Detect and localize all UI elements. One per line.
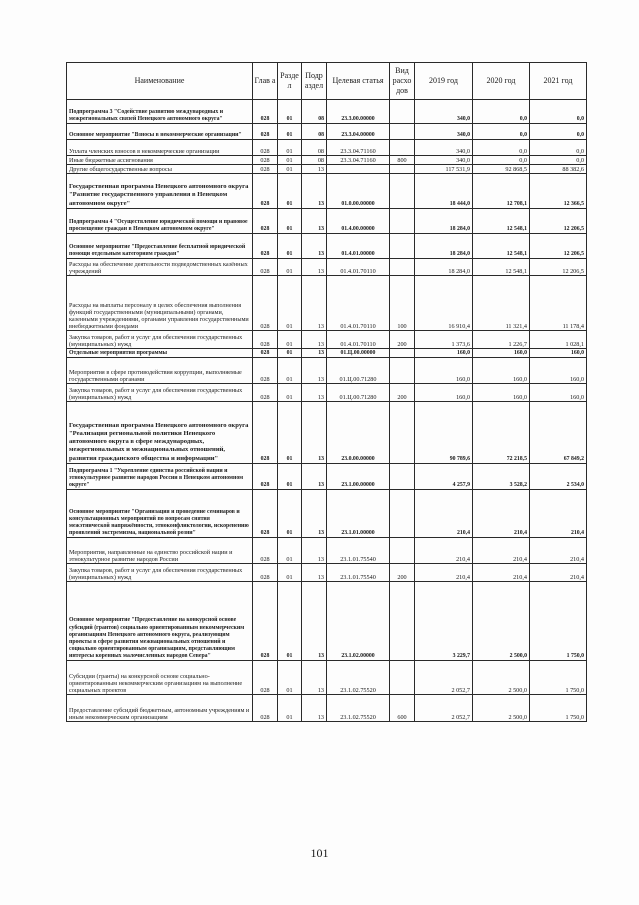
cell-podrazdel: 13 <box>302 331 327 349</box>
cell-2021: 210,4 <box>530 538 587 564</box>
cell-statya: 23.1.02.00000 <box>327 582 390 661</box>
header-2021: 2021 год <box>530 63 587 100</box>
cell-statya: 01.4.01.00000 <box>327 234 390 259</box>
header-razdel: Разде л <box>278 63 302 100</box>
cell-name: Основное мероприятие "Взносы в некоммерческие организации" <box>67 124 253 140</box>
cell-2021: 1 750,0 <box>530 695 587 722</box>
cell-razdel: 01 <box>278 582 302 661</box>
cell-glava: 028 <box>253 402 278 464</box>
cell-2020: 0,0 <box>473 140 530 156</box>
cell-podrazdel: 08 <box>302 100 327 124</box>
cell-razdel: 01 <box>278 384 302 402</box>
cell-glava: 028 <box>253 156 278 165</box>
cell-name: Основное мероприятие "Организация и проведение семинаров и консультационных мероприятий по вопросам снятия межэтнической напряжённости, этноконфликтологии, искоренению проявлений экстремизма, национальной розни" <box>67 490 253 538</box>
table-row <box>67 464 587 490</box>
cell-2019: 210,4 <box>415 538 473 564</box>
cell-vid <box>390 124 415 140</box>
cell-2019: 160,0 <box>415 349 473 358</box>
cell-2021: 0,0 <box>530 100 587 124</box>
table-header-row <box>67 63 587 100</box>
cell-name: Уплата членских взносов в некоммерческие организации <box>67 140 253 156</box>
cell-2021: 160,0 <box>530 349 587 358</box>
cell-2021: 160,0 <box>530 384 587 402</box>
cell-2021: 160,0 <box>530 358 587 384</box>
table-row <box>67 358 587 384</box>
cell-2019: 340,0 <box>415 124 473 140</box>
cell-podrazdel: 13 <box>302 402 327 464</box>
cell-vid: 200 <box>390 564 415 582</box>
header-name: Наименование <box>67 63 253 100</box>
cell-podrazdel: 13 <box>302 358 327 384</box>
cell-podrazdel: 13 <box>302 564 327 582</box>
cell-razdel: 01 <box>278 234 302 259</box>
cell-vid: 200 <box>390 331 415 349</box>
cell-razdel: 01 <box>278 100 302 124</box>
cell-glava: 028 <box>253 140 278 156</box>
header-glava: Глав а <box>253 63 278 100</box>
cell-razdel: 01 <box>278 402 302 464</box>
cell-podrazdel: 13 <box>302 165 327 174</box>
cell-name: Предоставление субсидий бюджетным, автономным учреждениям и иным некоммерческим организациям <box>67 695 253 722</box>
cell-razdel: 01 <box>278 464 302 490</box>
cell-2020: 0,0 <box>473 124 530 140</box>
cell-2019: 18 284,0 <box>415 259 473 276</box>
cell-name: Основное мероприятие "Предоставление на конкурсной основе субсидий (грантов) социально ориентированным некоммерческим организациям Ненецкого автономного округа, реализующим проекты в сфере развития межнациональных отношений и социально ориентированным организациям, представляющим интересы коренных малочисленных народов Севера" <box>67 582 253 661</box>
cell-vid <box>390 661 415 695</box>
table-row <box>67 234 587 259</box>
cell-glava: 028 <box>253 124 278 140</box>
cell-2019: 4 257,9 <box>415 464 473 490</box>
cell-name: Мероприятия, направленные на единство российской нации и этнокультурное развитие народов России <box>67 538 253 564</box>
cell-2021: 1 028,1 <box>530 331 587 349</box>
cell-statya: 01.0.00.00000 <box>327 174 390 209</box>
cell-vid: 100 <box>390 276 415 331</box>
cell-podrazdel: 08 <box>302 140 327 156</box>
cell-2019: 340,0 <box>415 156 473 165</box>
cell-name: Закупка товаров, работ и услуг для обеспечения государственных (муниципальных) нужд <box>67 331 253 349</box>
cell-vid <box>390 582 415 661</box>
cell-2021: 11 178,4 <box>530 276 587 331</box>
cell-2020: 160,0 <box>473 384 530 402</box>
cell-podrazdel: 13 <box>302 582 327 661</box>
cell-razdel: 01 <box>278 259 302 276</box>
cell-podrazdel: 13 <box>302 209 327 234</box>
cell-name: Расходы на обеспечение деятельности подведомственных казённых учреждений <box>67 259 253 276</box>
cell-name: Закупка товаров, работ и услуг для обеспечения государственных (муниципальных) нужд <box>67 384 253 402</box>
cell-podrazdel: 13 <box>302 276 327 331</box>
cell-razdel: 01 <box>278 349 302 358</box>
cell-name: Иные бюджетные ассигнования <box>67 156 253 165</box>
cell-2021: 0,0 <box>530 156 587 165</box>
cell-glava: 028 <box>253 165 278 174</box>
cell-name: Расходы на выплаты персоналу в целях обеспечения выполнения функций государственными (муниципальными) органами, казенными учреждениями, органами управления государственными внебюджетными фондами <box>67 276 253 331</box>
cell-glava: 028 <box>253 349 278 358</box>
table-body <box>67 100 587 722</box>
cell-razdel: 01 <box>278 165 302 174</box>
cell-glava: 028 <box>253 234 278 259</box>
cell-2021: 1 750,0 <box>530 661 587 695</box>
cell-2019: 3 229,7 <box>415 582 473 661</box>
cell-name: Закупка товаров, работ и услуг для обеспечения государственных (муниципальных) нужд <box>67 564 253 582</box>
cell-razdel: 01 <box>278 695 302 722</box>
cell-statya: 23.0.00.00000 <box>327 402 390 464</box>
table-row <box>67 538 587 564</box>
cell-2020: 2 500,0 <box>473 661 530 695</box>
cell-statya: 23.1.01.75540 <box>327 564 390 582</box>
cell-statya: 23.1.00.00000 <box>327 464 390 490</box>
table-row <box>67 661 587 695</box>
cell-2021: 12 206,5 <box>530 259 587 276</box>
cell-glava: 028 <box>253 276 278 331</box>
cell-vid <box>390 259 415 276</box>
cell-2020: 210,4 <box>473 538 530 564</box>
cell-2021: 88 382,6 <box>530 165 587 174</box>
cell-vid <box>390 464 415 490</box>
cell-razdel: 01 <box>278 209 302 234</box>
cell-razdel: 01 <box>278 124 302 140</box>
cell-razdel: 01 <box>278 140 302 156</box>
cell-2020: 2 500,0 <box>473 582 530 661</box>
cell-name: Государственная программа Ненецкого автономного округа "Реализация региональной политики Ненецкого автономного округа в сфере международных, межрегиональных и межнациональных отношений, развития гражданского общества и информации" <box>67 402 253 464</box>
cell-vid <box>390 538 415 564</box>
cell-glava: 028 <box>253 564 278 582</box>
cell-statya: 01.Ц.00.71280 <box>327 384 390 402</box>
cell-podrazdel: 13 <box>302 464 327 490</box>
table-row <box>67 156 587 165</box>
table-row <box>67 100 587 124</box>
table-row <box>67 124 587 140</box>
cell-vid <box>390 209 415 234</box>
cell-vid <box>390 358 415 384</box>
cell-2019: 18 284,0 <box>415 209 473 234</box>
cell-statya: 01.4.00.00000 <box>327 209 390 234</box>
cell-razdel: 01 <box>278 174 302 209</box>
cell-glava: 028 <box>253 384 278 402</box>
page-number: 101 <box>310 846 329 860</box>
header-podrazdel: Подр аздел <box>302 63 327 100</box>
cell-2019: 2 052,7 <box>415 695 473 722</box>
cell-name: Мероприятия в сфере противодействия коррупции, выполняемые государственными органами <box>67 358 253 384</box>
cell-2019: 117 531,9 <box>415 165 473 174</box>
cell-2021: 1 750,0 <box>530 582 587 661</box>
table-row <box>67 276 587 331</box>
cell-2019: 18 444,0 <box>415 174 473 209</box>
cell-name: Основное мероприятие "Предоставление бесплатной юридической помощи отдельным категориям граждан" <box>67 234 253 259</box>
cell-statya: 23.1.02.75520 <box>327 695 390 722</box>
cell-2020: 11 321,4 <box>473 276 530 331</box>
cell-2020: 210,4 <box>473 490 530 538</box>
cell-razdel: 01 <box>278 661 302 695</box>
cell-vid <box>390 234 415 259</box>
cell-name: Другие общегосударственные вопросы <box>67 165 253 174</box>
cell-2020: 1 226,7 <box>473 331 530 349</box>
cell-vid: 200 <box>390 384 415 402</box>
header-statya: Целевая статья <box>327 63 390 100</box>
table-row <box>67 209 587 234</box>
cell-statya: 23.1.01.75540 <box>327 538 390 564</box>
cell-2020: 2 500,0 <box>473 695 530 722</box>
budget-table <box>66 62 587 722</box>
cell-glava: 028 <box>253 174 278 209</box>
cell-2021: 210,4 <box>530 564 587 582</box>
cell-name: Подпрограмма 1 "Укрепление единства российской нации и этнокультурное развитие народов России в Ненецком автономном округе" <box>67 464 253 490</box>
cell-statya: 23.3.04.71160 <box>327 140 390 156</box>
cell-vid: 600 <box>390 695 415 722</box>
table-row <box>67 259 587 276</box>
cell-statya: 23.3.00.00000 <box>327 100 390 124</box>
cell-podrazdel: 08 <box>302 156 327 165</box>
cell-glava: 028 <box>253 582 278 661</box>
cell-2019: 210,4 <box>415 490 473 538</box>
cell-name: Подпрограмма 3 "Содействие развитию международных и межрегиональных связей Ненецкого автономного округа" <box>67 100 253 124</box>
cell-name: Субсидии (гранты) на конкурсной основе социально-ориентированным некоммерческим организациям на выполнение социальных проектов <box>67 661 253 695</box>
table-row <box>67 165 587 174</box>
cell-2020: 12 548,1 <box>473 209 530 234</box>
cell-razdel: 01 <box>278 564 302 582</box>
cell-statya: 01.4.01.70110 <box>327 331 390 349</box>
cell-2020: 92 868,5 <box>473 165 530 174</box>
cell-razdel: 01 <box>278 156 302 165</box>
table-row <box>67 490 587 538</box>
cell-2019: 18 284,0 <box>415 234 473 259</box>
cell-razdel: 01 <box>278 331 302 349</box>
table-row <box>67 695 587 722</box>
cell-vid <box>390 402 415 464</box>
cell-2020: 72 218,5 <box>473 402 530 464</box>
cell-vid: 800 <box>390 156 415 165</box>
cell-glava: 028 <box>253 209 278 234</box>
cell-glava: 028 <box>253 490 278 538</box>
cell-glava: 028 <box>253 464 278 490</box>
cell-2020: 210,4 <box>473 564 530 582</box>
cell-2021: 2 534,0 <box>530 464 587 490</box>
cell-2020: 12 708,1 <box>473 174 530 209</box>
cell-statya: 01.4.01.70110 <box>327 276 390 331</box>
cell-statya: 01.4.01.70110 <box>327 259 390 276</box>
cell-glava: 028 <box>253 661 278 695</box>
cell-vid <box>390 165 415 174</box>
cell-2019: 1 373,6 <box>415 331 473 349</box>
cell-podrazdel: 13 <box>302 538 327 564</box>
cell-glava: 028 <box>253 259 278 276</box>
cell-2021: 12 366,5 <box>530 174 587 209</box>
cell-statya: 23.3.04.00000 <box>327 124 390 140</box>
cell-name: Подпрограмма 4 "Осуществление юридической помощи и правовое просвещение граждан в Ненецком автономном округе" <box>67 209 253 234</box>
header-2019: 2019 год <box>415 63 473 100</box>
cell-glava: 028 <box>253 538 278 564</box>
cell-podrazdel: 13 <box>302 661 327 695</box>
cell-name: Отдельные мероприятия программы <box>67 349 253 358</box>
cell-statya: 23.1.02.75520 <box>327 661 390 695</box>
table-row <box>67 384 587 402</box>
cell-name: Государственная программа Ненецкого автономного округа "Развитие государственного управления в Ненецком автономном округе" <box>67 174 253 209</box>
cell-razdel: 01 <box>278 358 302 384</box>
cell-statya <box>327 165 390 174</box>
cell-razdel: 01 <box>278 276 302 331</box>
cell-podrazdel: 08 <box>302 124 327 140</box>
cell-vid <box>390 140 415 156</box>
cell-glava: 028 <box>253 331 278 349</box>
cell-2020: 0,0 <box>473 156 530 165</box>
table-row <box>67 402 587 464</box>
table-row <box>67 582 587 661</box>
cell-vid <box>390 174 415 209</box>
cell-statya: 23.1.01.00000 <box>327 490 390 538</box>
table-row <box>67 349 587 358</box>
cell-2020: 3 528,2 <box>473 464 530 490</box>
cell-2021: 12 206,5 <box>530 234 587 259</box>
cell-2019: 90 789,6 <box>415 402 473 464</box>
cell-vid <box>390 349 415 358</box>
cell-2021: 210,4 <box>530 490 587 538</box>
cell-2020: 0,0 <box>473 100 530 124</box>
cell-razdel: 01 <box>278 490 302 538</box>
cell-2020: 12 548,1 <box>473 259 530 276</box>
cell-2019: 160,0 <box>415 358 473 384</box>
table-row <box>67 331 587 349</box>
cell-podrazdel: 13 <box>302 259 327 276</box>
cell-podrazdel: 13 <box>302 384 327 402</box>
cell-statya: 23.3.04.71160 <box>327 156 390 165</box>
cell-2019: 210,4 <box>415 564 473 582</box>
header-vid: Вид расхо дов <box>390 63 415 100</box>
cell-podrazdel: 13 <box>302 234 327 259</box>
cell-podrazdel: 13 <box>302 174 327 209</box>
cell-2019: 340,0 <box>415 140 473 156</box>
cell-2021: 67 849,2 <box>530 402 587 464</box>
cell-glava: 028 <box>253 695 278 722</box>
table-row <box>67 140 587 156</box>
cell-podrazdel: 13 <box>302 490 327 538</box>
cell-2020: 160,0 <box>473 358 530 384</box>
cell-glava: 028 <box>253 358 278 384</box>
cell-2020: 160,0 <box>473 349 530 358</box>
cell-statya: 01.Ц.00.00000 <box>327 349 390 358</box>
cell-razdel: 01 <box>278 538 302 564</box>
cell-2019: 340,0 <box>415 100 473 124</box>
cell-2021: 0,0 <box>530 140 587 156</box>
cell-vid <box>390 490 415 538</box>
cell-2021: 12 206,5 <box>530 209 587 234</box>
cell-2019: 16 910,4 <box>415 276 473 331</box>
cell-vid <box>390 100 415 124</box>
table-row <box>67 564 587 582</box>
cell-glava: 028 <box>253 100 278 124</box>
cell-podrazdel: 13 <box>302 349 327 358</box>
cell-podrazdel: 13 <box>302 695 327 722</box>
header-2020: 2020 год <box>473 63 530 100</box>
cell-statya: 01.Ц.00.71280 <box>327 358 390 384</box>
cell-2020: 12 548,1 <box>473 234 530 259</box>
cell-2019: 160,0 <box>415 384 473 402</box>
table-row <box>67 174 587 209</box>
cell-2021: 0,0 <box>530 124 587 140</box>
cell-2019: 2 052,7 <box>415 661 473 695</box>
